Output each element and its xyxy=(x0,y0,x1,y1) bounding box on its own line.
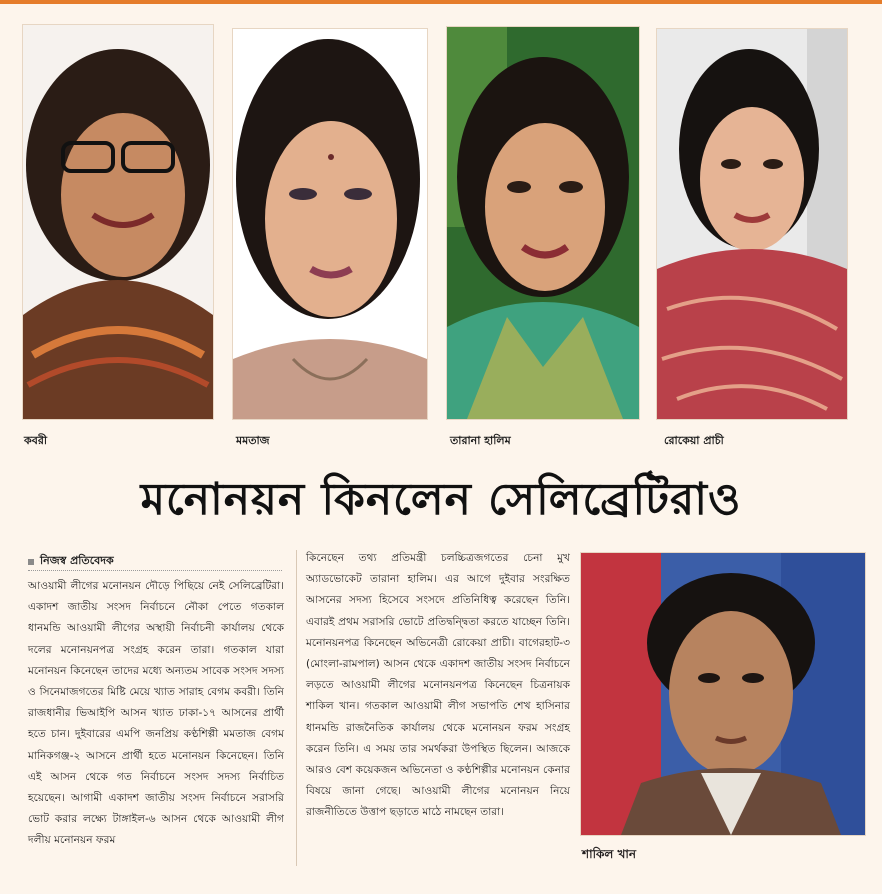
byline-divider xyxy=(28,570,282,571)
caption-kobori: কবরী xyxy=(24,434,48,447)
portrait-rokeya-prachy xyxy=(656,28,848,420)
caption-shakil-khan: শাকিল খান xyxy=(582,847,637,861)
byline-text: নিজস্ব প্রতিবেদক xyxy=(40,554,114,567)
portrait-rokeya-prachy-image xyxy=(657,29,847,419)
portrait-kobori xyxy=(22,24,214,420)
headline: মনোনয়ন কিনলেন সেলিব্রেটিরাও xyxy=(140,474,742,525)
caption-momtaz: মমতাজ xyxy=(236,434,270,447)
caption-tarana-halim: তারানা হালিম xyxy=(450,434,511,447)
portrait-tarana-halim-image xyxy=(447,27,639,419)
byline xyxy=(28,552,114,571)
column-divider xyxy=(296,550,297,866)
portrait-kobori-image xyxy=(23,25,213,419)
portrait-tarana-halim xyxy=(446,26,640,420)
portrait-momtaz-image xyxy=(233,29,427,419)
article-column-2: কিনেছেন তথ্য প্রতিমন্ত্রী চলচ্চিত্রজগতের চেনা মুখ অ্যাডভোকেট তারানা হালিম। এর আগে দুইবার সংরক্ষিত আসনের সদস্য হিসেবে সংসদে প্রতিনিধিত্ব করেছেন তিনি। এবারই প্রথম সরাসরি ভোটে প্রতিদ্বন্দ্বিতা করতে যাচ্ছেন তিনি। মনোনয়নপত্র কিনেছেন অভিনেত্রী রোকেয়া প্রাচী। বাগেরহাট-৩ (মোংলা-রামপাল) আসন থেকে একাদশ জাতীয় সংসদ নির্বাচনে লড়তে আওয়ামী লীগের মনোনয়নপত্র কিনেছেন চিত্রনায়ক শাকিল খান। গতকাল আওয়ামী লীগ সভাপতি শেখ হাসিনার ধানমন্ডি রাজনৈতিক কার্যালয় থেকে মনোনয়ন ফরম সংগ্রহ করেন তিনি। এ সময় তার সমর্থকরা উপস্থিত ছিলেন। আজকে আরও বেশ কয়েকজন অভিনেতা ও কণ্ঠশিল্পীর মনোনয়ন কেনার বিষয়ে জানা গেছে। আওয়ামী লীগের মনোনয়ন নিয়ে রাজনীতিতে উত্তাপ ছড়াতে মাঠে নামছেন তারা। xyxy=(306,552,570,819)
portrait-shakil-khan-image xyxy=(581,553,865,835)
portrait-momtaz xyxy=(232,28,428,420)
caption-rokeya-prachy: রোকেয়া প্রাচী xyxy=(664,434,724,447)
portrait-shakil-khan xyxy=(580,552,866,836)
article-column-1: আওয়ামী লীগের মনোনয়ন দৌড়ে পিছিয়ে নেই সেলিব্রেটিরা। একাদশ জাতীয় সংসদ নির্বাচনে নৌকা পেতে গতকাল ধানমন্ডি আওয়ামী লীগের অস্থায়ী নির্বাচনী কার্যালয় থেকে দলের মনোনয়নপত্র সংগ্রহ করেন তারা। গতকাল যারা মনোনয়ন কিনেছেন তাদের মধ্যে অন্যতম সাবেক সংসদ সদস্য ও সিনেমাজগতের মিষ্টি মেয়ে খ্যাত সারাহ বেগম কবরী। তিনি রাজধানীর ভিআইপি আসন খ্যাত ঢাকা-১৭ আসনের প্রার্থী হতে চান। দুইবারের এমপি জনপ্রিয় কণ্ঠশিল্পী মমতাজ বেগম মানিকগঞ্জ-২ আসনে প্রার্থী হতে মনোনয়ন কিনেছেন। তিনি এই আসন থেকে গত নির্বাচনে সংসদ সদস্য নির্বাচিত হয়েছেন। আগামী একাদশ জাতীয় সংসদ নির্বাচনে সরাসরি ভোট করার লক্ষ্যে টাঙ্গাইল-৬ আসন থেকে আওয়ামী লীগ দলীয় মনোনয়ন ফরম xyxy=(28,580,284,847)
bullet-square-icon xyxy=(28,559,34,565)
